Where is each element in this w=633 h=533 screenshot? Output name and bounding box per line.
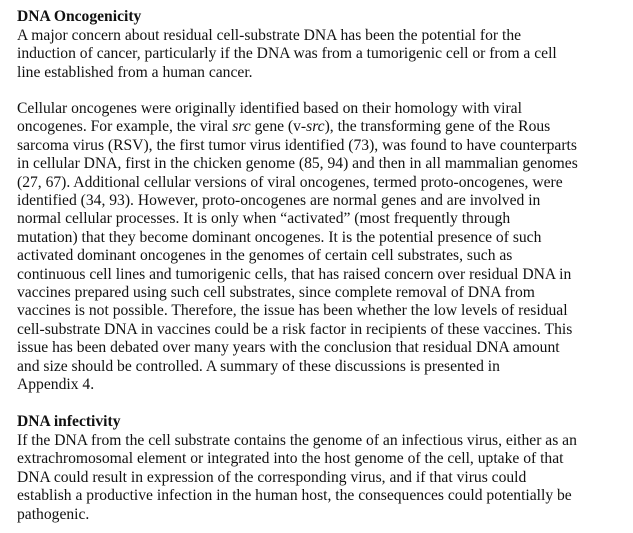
paragraph-line: activated dominant oncogenes in the genomes of certain cell substrates, such as [17, 247, 513, 265]
paragraph-line: Cellular oncogenes were originally identified based on their homology with viral [17, 100, 522, 117]
paragraph-line: in cellular DNA, first in the chicken genome (85, 94) and then in all mammalian genomes [17, 155, 578, 173]
paragraph-line: cell-substrate DNA in vaccines could be a risk factor in recipients of these vaccines. This [17, 320, 573, 338]
paragraph-line: A major concern about residual cell-substrate DNA has been the potential for the [17, 27, 522, 44]
paragraph-line: issue has been debated over many years with the conclusion that residual DNA amount [17, 339, 560, 357]
paragraph-dna-infectivity [17, 432, 629, 524]
italic-gene-name: src [306, 118, 325, 136]
paragraph-line: normal cellular processes. It is only when “activated” (most frequently through [17, 210, 511, 228]
paragraph-line: (27, 67). Additional cellular versions of viral oncogenes, termed proto-oncogenes, were [17, 173, 563, 191]
paragraph-line: vaccines prepared using such cell substrates, since complete removal of DNA from [17, 284, 535, 302]
section-heading-dna-infectivity: DNA infectivity [17, 413, 121, 430]
section-heading-dna-oncogenicity: DNA Oncogenicity [17, 8, 142, 25]
paragraph-line: mutation) that they become dominant oncogenes. It is the potential presence of such [17, 228, 542, 246]
paragraph-line: sarcoma virus (RSV), the first tumor virus identified (73), was found to have counterparts [17, 136, 577, 154]
italic-gene-name: src [232, 118, 251, 136]
paragraph-line: and size should be controlled. A summary of these discussions is presented in [17, 357, 500, 375]
paragraph-line: line established from a human cancer. [17, 63, 253, 81]
text-run: ), the transforming gene of the Rous [324, 118, 551, 136]
paragraph-line: DNA could result in expression of the corresponding virus, and if that virus could [17, 468, 527, 486]
paragraph-line: induction of cancer, particularly if the DNA was from a tumorigenic cell or from a cell [17, 45, 557, 63]
paragraph-line: identified (34, 93). However, proto-oncogenes are normal genes and are involved in [17, 192, 541, 210]
text-run: oncogenes. For example, the viral [17, 118, 233, 136]
paragraph-line: establish a productive infection in the human host, the consequences could potentially be [17, 487, 572, 505]
paragraph-line: Appendix 4. [17, 376, 95, 394]
paragraph-line: If the DNA from the cell substrate contains the genome of an infectious virus, either as an [17, 432, 577, 449]
text-run: gene (v- [250, 118, 307, 136]
paragraph-line-with-italics [17, 118, 629, 136]
paragraph-cellular-oncogenes [17, 100, 629, 395]
paragraph-line: extrachromosomal element or integrated into the host genome of the cell, uptake of that [17, 450, 564, 468]
paragraph-line: continuous cell lines and tumorigenic cells, that has raised concern over residual DNA in [17, 265, 572, 283]
paragraph-oncogenicity-intro [17, 27, 629, 82]
paragraph-line: pathogenic. [17, 505, 90, 523]
paragraph-line: vaccines is not possible. Therefore, the issue has been whether the low levels of residual [17, 302, 568, 320]
